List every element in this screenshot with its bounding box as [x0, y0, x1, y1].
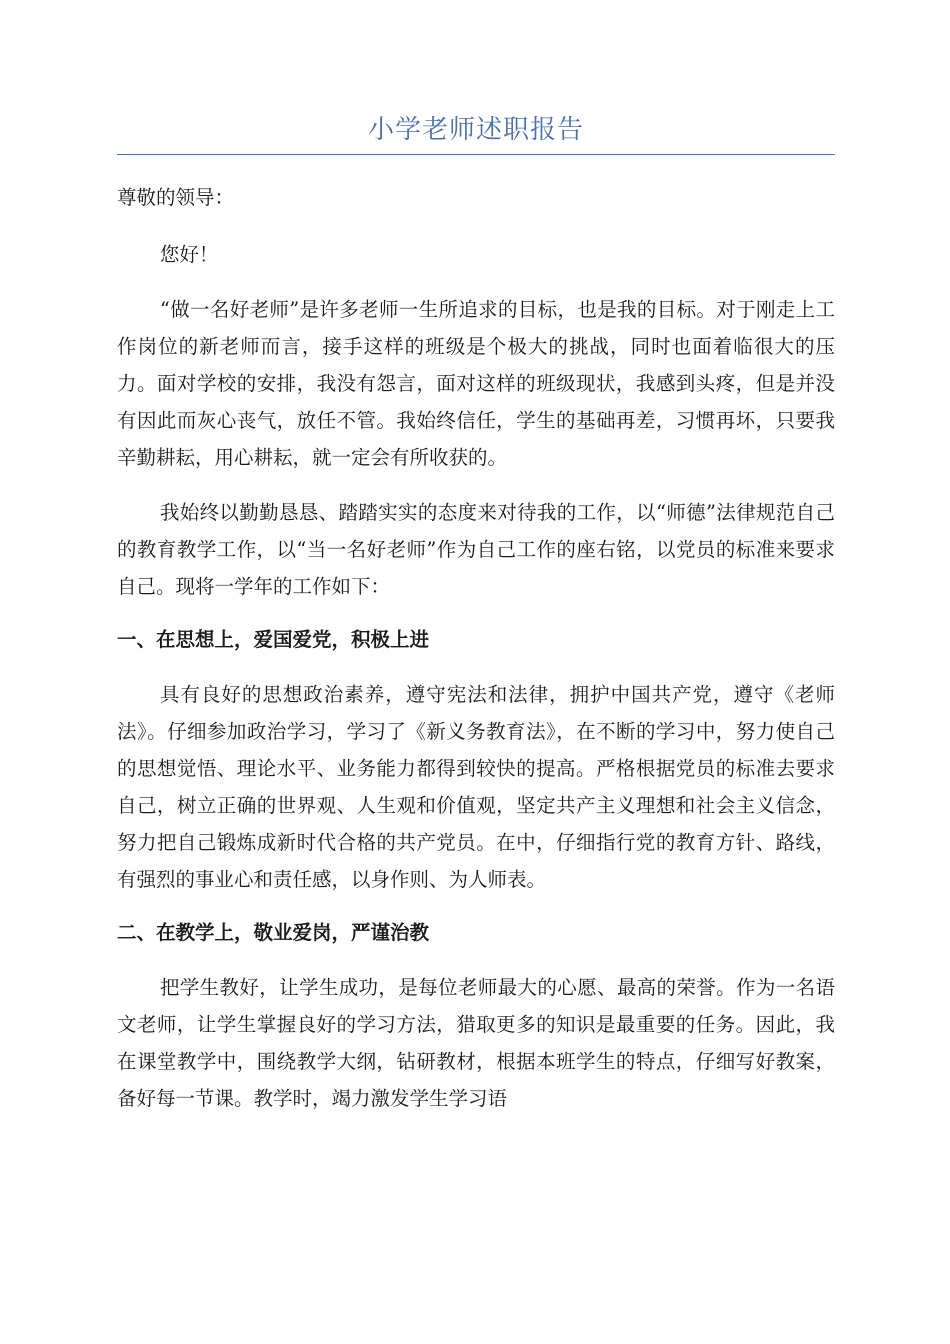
section-body-ideology: 具有良好的思想政治素养，遵守宪法和法律，拥护中国共产党，遵守《老师法》。仔细参加政治学习，学习了《新义务教育法》，在不断的学习中，努力使自己的思想觉悟、理论水平、业务能力都得到较快的提高。严格根据党员的标准去要求自己，树立正确的世界观、人生观和价值观，坚定共产主义理想和社会主义信念，努力把自己锻炼成新时代合格的共产党员。在中，仔细指行党的教育方针、路线，有强烈的事业心和责任感，以身作则、为人师表。 — [117, 683, 835, 891]
document-page — [117, 110, 835, 1117]
section-body-teaching: 把学生教好，让学生成功，是每位老师最大的心愿、最高的荣誉。作为一名语文老师，让学生掌握良好的学习方法，猎取更多的知识是最重要的任务。因此，我在课堂教学中，围绕教学大纲，钻研教材，根据本班学生的特点，仔细写好教案，备好每一节课。教学时，竭力激发学生学习语 — [117, 976, 835, 1110]
salutation: 尊敬的领导： — [117, 186, 235, 209]
paragraph-attitude: 我始终以勤勤恳恳、踏踏实实的态度来对待我的工作，以“师德”法律规范自己的教育教学工作，以“当一名好老师”作为自己工作的座右铭，以党员的标准来要求自己。现将一学年的工作如下： — [117, 501, 835, 598]
paragraph-intro: “做一名好老师”是许多老师一生所追求的目标，也是我的目标。对于刚走上工作岗位的新老师而言，接手这样的班级是个极大的挑战，同时也面着临很大的压力。面对学校的安排，我没有怨言，面对这样的班级现状，我感到头疼，但是并没有因此而灰心丧气，放任不管。我始终信任，学生的基础再差，习惯再坏，只要我辛勤耕耘，用心耕耘，就一定会有所收获的。 — [117, 298, 835, 469]
section-heading-ideology: 一、在思想上，爱国爱党，积极上进 — [117, 628, 430, 651]
document-title: 小学老师述职报告 — [117, 110, 835, 155]
section-heading-teaching: 二、在教学上，敬业爱岗，严谨治教 — [117, 921, 430, 944]
greeting: 您好！ — [159, 243, 219, 266]
